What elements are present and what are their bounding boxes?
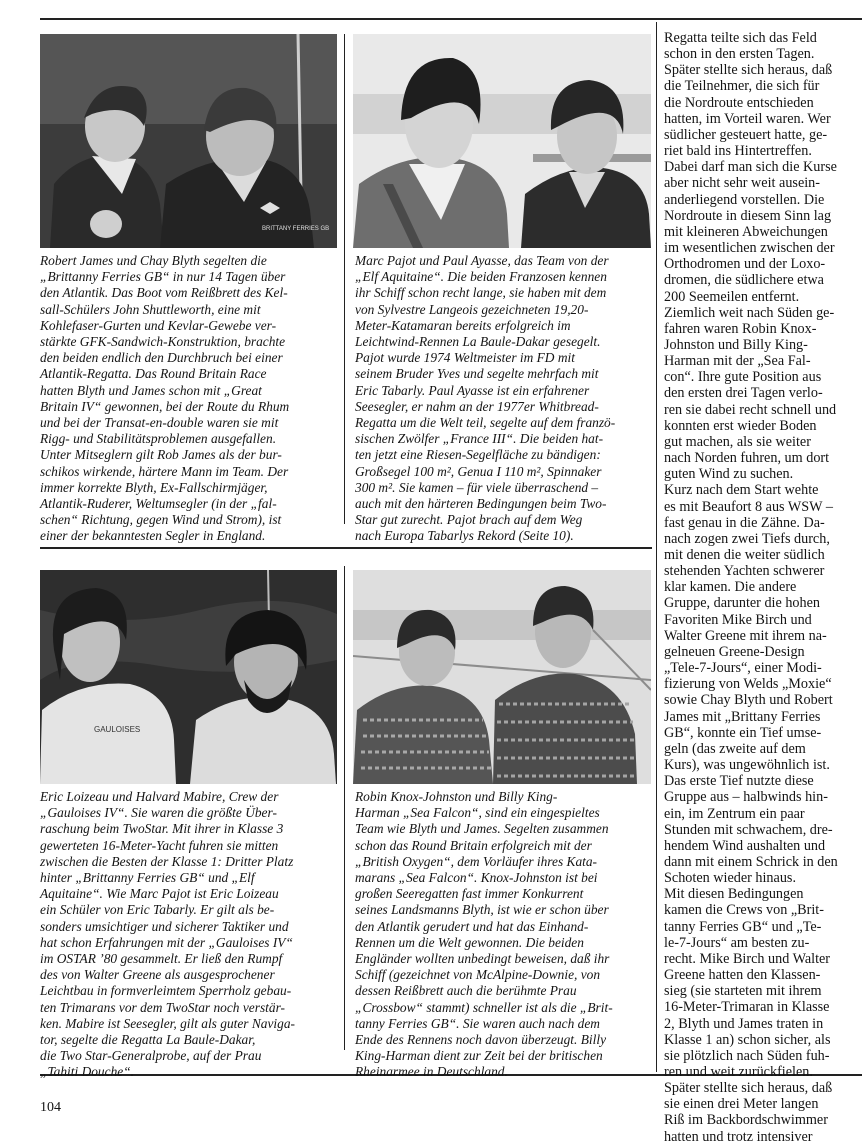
caption-line: „Gauloises IV“. Sie waren die größte Über- xyxy=(40,805,277,821)
caption-line: „Tahiti Douche“. xyxy=(40,1064,135,1080)
caption-line: Atlantik-Ruderer, Weltumsegler (in der „fal- xyxy=(40,496,277,512)
article-line: stehenden Yachten schwerer xyxy=(664,563,825,580)
article-line: Klasse 1 an) schon sicher, als xyxy=(664,1031,831,1048)
caption-line: ken. Mabire ist Seesegler, gilt als guter Naviga- xyxy=(40,1015,295,1031)
article-line: den ersten drei Tagen verlo- xyxy=(664,385,823,402)
caption-line: Großsegel 100 m², Genua I 110 m², Spinnaker xyxy=(355,463,602,479)
caption-line: ihr Schiff schon recht lange, sie haben mit dem xyxy=(355,285,607,301)
article-line: Stunden mit schwachem, dre- xyxy=(664,821,833,838)
caption-line: Kohlefaser-Gurten und Kevlar-Gewebe ver- xyxy=(40,317,277,333)
article-line: geln (das zweite auf dem xyxy=(664,740,806,757)
top-rule xyxy=(40,18,862,20)
article-column xyxy=(664,30,860,1145)
caption-line: sonders umsichtiger und sicherer Taktiker und xyxy=(40,918,289,934)
article-line: Gruppe, darunter die hohen xyxy=(664,595,821,612)
column-rule xyxy=(656,22,657,1072)
caption-line: raschung beim TwoStar. Mit ihrer in Klasse 3 xyxy=(40,821,284,837)
article-line: GB“, konnte ein Tief umse- xyxy=(664,724,822,741)
caption-line: „Brittanny Ferries GB“ in nur 14 Tagen über xyxy=(40,269,286,285)
caption-line: seines Landsmanns Blyth, ist wie er schon über xyxy=(355,902,609,918)
caption-line: Rheinarmee in Deutschland. xyxy=(355,1064,508,1080)
article-line: Greene hatten den Klassen- xyxy=(664,967,821,984)
article-line: die Nordroute entschieden xyxy=(664,94,814,111)
caption-line: im OSTAR ’80 gesammelt. Er ließ den Rumpf xyxy=(40,951,283,967)
caption-line: hat schon Erfahrungen mit der „Gauloises IV“ xyxy=(40,934,293,950)
article-line: 2, Blyth und James traten in xyxy=(664,1015,824,1032)
caption-line: Ende des Rennens noch davon überzeugt. Billy xyxy=(355,1032,607,1048)
caption-line: Leichtbau in formverleimtem Sperrholz gebau- xyxy=(40,983,292,999)
page-number: 104 xyxy=(40,1100,61,1115)
caption-line: den beiden endlich den Durchbruch bei einer xyxy=(40,350,283,366)
article-line: Ziemlich weit nach Süden ge- xyxy=(664,304,835,321)
article-line: hendem Wind aushalten und xyxy=(664,837,826,854)
article-line: mit denen die weiter südlich xyxy=(664,547,825,563)
caption-line: Rennen um die Welt gewonnen. Die beiden xyxy=(355,934,584,950)
article-line: Johnston und Billy King- xyxy=(664,336,808,353)
article-line: hatten, im Vorteil waren. Wer xyxy=(664,110,831,127)
article-line: hatten und trotz intensiver xyxy=(664,1128,813,1145)
caption-line: schikos wirkende, härtere Mann im Team. Der xyxy=(40,463,289,479)
caption-knox-johnston-king-harman xyxy=(355,789,653,1081)
article-line: gut machen, als sie weiter xyxy=(664,433,811,450)
photo-knox-johnston-king-harman xyxy=(353,570,651,784)
caption-line: dessen Reißbrett auch die berühmte Prau xyxy=(355,983,577,999)
article-line: fahren waren Robin Knox- xyxy=(664,320,817,337)
article-line: 200 Seemeilen entfernt. xyxy=(664,288,800,305)
caption-line: Leichtwind-Rennen La Baule-Dakar gesegelt. xyxy=(355,334,601,350)
article-line: le-7-Jours“ am besten zu- xyxy=(664,934,810,951)
shirt-logo-text: GAULOISES xyxy=(94,725,141,734)
article-line: Gruppe aus – halbwinds hin- xyxy=(664,789,828,806)
caption-line: tor, segelte die Regatta La Baule-Dakar, xyxy=(40,1032,256,1048)
photo-james-blyth xyxy=(40,34,337,248)
caption-line: Schiff (gezeichnet von McAlpine-Downie, von xyxy=(355,967,601,983)
photo-pajot-ayasse xyxy=(353,34,651,248)
caption-line: Pajot wurde 1974 Weltmeister im FD mit xyxy=(355,350,575,366)
caption-line: die Two Star-Generalprobe, auf der Prau xyxy=(40,1048,262,1064)
caption-line: den Atlantik gerudert und hat das Einhand- xyxy=(355,918,589,934)
caption-line: Robert James und Chay Blyth segelten die xyxy=(40,253,267,268)
article-line: Riß im Backbordschwimmer xyxy=(664,1112,828,1129)
article-line: guten Wind zu suchen. xyxy=(664,466,794,483)
article-line: ren und weit zurückfielen. xyxy=(664,1064,813,1080)
caption-line: einer der bekanntesten Segler in England. xyxy=(40,528,266,544)
article-line: recht. Mike Birch und Walter xyxy=(664,950,831,967)
gutter-rule-upper xyxy=(344,34,345,524)
caption-james-blyth xyxy=(40,253,340,545)
article-line: Mit diesen Bedingungen xyxy=(664,886,804,903)
caption-line: „British Oxygen“, dem Vorläufer ihres Kata- xyxy=(355,853,598,869)
article-line: anderliegend vorstellen. Die xyxy=(664,191,825,208)
caption-line: nach Europa Tabarlys Rekord (Seite 10). xyxy=(355,528,574,544)
caption-line: Engländer wollten unbedingt beweisen, daß ihr xyxy=(355,951,610,967)
caption-line: tanny Ferries GB“. Sie waren auch nach dem xyxy=(355,1015,600,1031)
caption-line: Atlantik-Regatta. Das Round Britain Race xyxy=(40,366,267,382)
caption-line: „Elf Aquitaine“. Die beiden Franzosen kennen xyxy=(355,269,607,285)
caption-line: und bei der Transat-en-double waren sie mit xyxy=(40,415,279,431)
article-line: kamen die Crews von „Brit- xyxy=(664,902,824,919)
article-line: Regatta teilte sich das Feld xyxy=(664,30,817,46)
caption-line: gewerteten 16-Meter-Yacht fuhren sie mitten xyxy=(40,837,279,853)
article-line: dromen, die südlichere etwa xyxy=(664,272,824,289)
caption-line: sall-Schülers John Shuttleworth, eine mit xyxy=(40,301,261,317)
caption-pajot-ayasse xyxy=(355,253,653,545)
caption-line: Seesegler, er nahm an der 1977er Whitbread- xyxy=(355,398,599,414)
caption-line: marans „Sea Falcon“. Knox-Johnston ist bei xyxy=(355,870,598,886)
article-line: Walter Greene mit ihrem na- xyxy=(664,627,827,644)
article-line: ein, im Zentrum ein paar xyxy=(664,805,805,822)
article-line: Das erste Tief nutzte diese xyxy=(664,773,814,790)
article-line: konnten erst wieder Boden xyxy=(664,417,817,434)
caption-line: Team wie Blyth und James. Segelten zusammen xyxy=(355,821,609,837)
caption-line: Star gut zurecht. Pajot brach auf dem Weg xyxy=(355,512,583,528)
caption-line: immer korrekte Blyth, Ex-Fallschirmjäger, xyxy=(40,479,268,495)
article-line: con“. Ihre gute Position aus xyxy=(664,369,822,386)
article-line: „Tele-7-Jours“, einer Modi- xyxy=(664,660,822,677)
caption-line: den Atlantik. Das Boot vom Reißbrett des Kel- xyxy=(40,285,288,301)
article-line: riet bald ins Hintertreffen. xyxy=(664,143,812,160)
article-line: aber nicht sehr weit ausein- xyxy=(664,175,821,192)
article-line: 16-Meter-Trimaran in Klasse xyxy=(664,999,830,1016)
article-line: Dabei darf man sich die Kurse xyxy=(664,159,837,176)
caption-line: seinem Bruder Yves und segelte mehrfach mit xyxy=(355,366,599,382)
article-line: klar kamen. Die andere xyxy=(664,579,797,596)
caption-line: Eric Loizeau und Halvard Mabire, Crew der xyxy=(40,789,279,804)
article-line: dann mit einem Schrick in den xyxy=(664,853,838,870)
caption-line: Unter Mitseglern gilt Rob James als der bur- xyxy=(40,447,282,463)
article-line: Harman mit der „Sea Fal- xyxy=(664,353,811,370)
article-line: ren sie dabei recht schnell und xyxy=(664,401,837,418)
caption-line: Eric Tabarly. Paul Ayasse ist ein erfahrener xyxy=(355,382,590,398)
article-line: tanny Ferries GB“ und „Te- xyxy=(664,918,822,935)
article-line: es mit Beaufort 8 aus WSW – xyxy=(664,498,833,515)
article-line: Kurz nach dem Start wehte xyxy=(664,482,819,499)
article-line: Kurs), was ungewöhnlich ist. xyxy=(664,757,830,774)
article-line: nach Norden fuhren, um dort xyxy=(664,450,830,467)
caption-line: ten Trimarans vor dem TwoStar noch verstär- xyxy=(40,999,285,1015)
article-line: sie plötzlich nach Süden fuh- xyxy=(664,1047,830,1064)
caption-line: Robin Knox-Johnston und Billy King- xyxy=(355,789,558,804)
article-line: südlicher gesteuert hatte, ge- xyxy=(664,126,828,143)
shirt-logo-text: BRITTANY FERRIES GB xyxy=(262,226,330,232)
article-line: fast genau in die Zähne. Da- xyxy=(664,514,825,531)
article-line: nach zogen zwei Tiefs durch, xyxy=(664,530,830,547)
article-line: Favoriten Mike Birch und xyxy=(664,611,812,628)
caption-line: 300 m². Sie kamen – für viele überraschend – xyxy=(355,479,599,495)
article-line: Später stellte sich heraus, daß xyxy=(664,62,833,79)
caption-line: hatten Blyth und James schon mit „Great xyxy=(40,382,262,398)
middle-rule xyxy=(40,547,652,549)
caption-line: „Crossbow“ stammt) schneller ist als die „Brit- xyxy=(355,999,613,1015)
article-line: Schoten wieder hinaus. xyxy=(664,870,796,887)
caption-line: Meter-Katamaran bereits erfolgreich im xyxy=(355,317,571,333)
caption-line: King-Harman dient zur Zeit bei der britischen xyxy=(355,1048,603,1064)
gutter-rule-lower xyxy=(344,566,345,1050)
article-line: James mit „Brittany Ferries xyxy=(664,708,821,725)
article-line: gelneuen Greene-Design xyxy=(664,643,805,660)
caption-line: auch mit den härteren Bedingungen beim Two- xyxy=(355,496,607,512)
caption-line: sischen Zwölfer „France III“. Die beiden hat- xyxy=(355,431,604,447)
article-line: die Teilnehmer, die sich für xyxy=(664,78,820,95)
article-line: sieg (sie starteten mit ihrem xyxy=(664,983,822,1000)
article-line: Später stellte sich heraus, daß xyxy=(664,1080,833,1097)
caption-line: ten jetzt eine Riesen-Segelfläche zu bändigen: xyxy=(355,447,601,463)
caption-line: ein Schüler von Eric Tabarly. Er gilt als be- xyxy=(40,902,275,918)
caption-line: Britain IV“ gewonnen, bei der Route du Rhum xyxy=(40,398,290,414)
caption-line: zwischen die Besten der Klasse 1: Dritter Platz xyxy=(40,853,294,869)
caption-line: großen Seeregatten fast immer Konkurrent xyxy=(355,886,584,902)
caption-line: von Sylvestre Langeois gezeichneten 19,20- xyxy=(355,301,589,317)
article-line: im wesentlichen zwischen der xyxy=(664,240,835,257)
article-line: Nordroute in diesem Sinn lag xyxy=(664,207,832,224)
caption-line: Aquitaine“. Wie Marc Pajot ist Eric Loizeau xyxy=(40,886,279,902)
article-line: fizierung von Welds „Moxie“ xyxy=(664,676,832,693)
article-line: Orthodromen und der Loxo- xyxy=(664,256,826,273)
caption-line: Marc Pajot und Paul Ayasse, das Team von der xyxy=(355,253,609,268)
caption-line: hinter „Brittanny Ferries GB“ und „Elf xyxy=(40,870,255,886)
caption-line: schon das Round Britain erfolgreich mit der xyxy=(355,837,592,853)
caption-line: stärkte GFK-Sandwich-Konstruktion, brachte xyxy=(40,334,286,350)
article-line: schon in den ersten Tagen. xyxy=(664,46,815,63)
caption-line: Rigg- und Stabilitätsproblemen ausgefallen. xyxy=(40,431,277,447)
caption-line: Harman „Sea Falcon“, sind ein eingespieltes xyxy=(355,805,600,821)
article-line: sowie Chay Blyth und Robert xyxy=(664,692,833,709)
caption-line: des von Walter Greene als ausgesprochener xyxy=(40,967,275,983)
caption-line: schen“ Richtung, gegen Wind und Strom), ist xyxy=(40,512,282,528)
article-line: sie einen drei Meter langen xyxy=(664,1096,819,1113)
caption-loizeau-mabire xyxy=(40,789,340,1081)
photo-loizeau-mabire xyxy=(40,570,337,784)
article-line: mit kleineren Abweichungen xyxy=(664,223,828,240)
caption-line: Regatta um die Welt teil, segelte auf dem franzö- xyxy=(355,415,616,431)
